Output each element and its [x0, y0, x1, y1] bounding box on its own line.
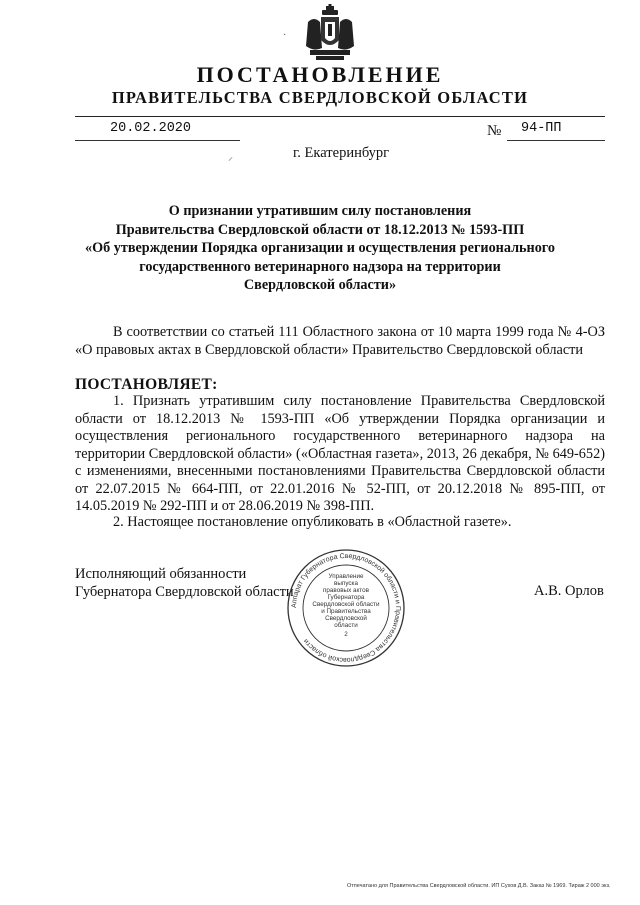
print-footer: Отпечатано для Правительства Свердловской области. ИП Сухов Д.В. Заказ № 1969. Тираж 2 000 экз. — [347, 883, 611, 889]
document-type-title: ПОСТАНОВЛЕНИЕ — [196, 62, 444, 87]
position-line: Губернатора Свердловской области — [75, 583, 294, 600]
date-underline — [75, 140, 240, 141]
subject-line: Свердловской области» — [243, 277, 397, 293]
document-subject — [80, 202, 560, 295]
subject-line: «Об утверждении Порядка организации и осуществления регионального — [85, 240, 555, 256]
intro-paragraph: В соответствии со статьей 111 Областного закона от 10 марта 1999 года № 4-ОЗ «О правовых актах в Свердловской области» Правительство Свердловской области — [75, 324, 605, 358]
document-city: г. Екатеринбург — [293, 145, 390, 161]
official-seal-stamp — [286, 548, 406, 668]
document-date: 20.02.2020 — [110, 121, 192, 136]
signatory-name: А.В. Орлов — [534, 583, 604, 599]
subject-line: О признании утратившим силу постановления — [168, 203, 472, 219]
seal-text: и Правительства — [321, 608, 371, 615]
subject-line: Правительства Свердловской области от 18.12.2013 № 1593-ПП — [115, 221, 525, 238]
position-line: Исполняющий обязанности — [75, 566, 247, 582]
seal-text: Губернатора — [327, 594, 365, 601]
scan-mark: ⸝ — [228, 152, 233, 163]
seal-number: 2 — [344, 631, 348, 638]
header-divider — [75, 116, 605, 117]
decree-item-1: 1. Признать утратившим силу постановление Правительства Свердловской области от 18.12.2013 № 1593-ПП «Об утверждении Порядка организации и осуществления регионального государственного ветеринарного надзора на территории Свердловской области» («Областная газета», 2013, 26 декабря, № 649-652) с изменениями, внесенными постановлениями Правительства Свердловской области от 22.07.2015 № 664-ПП, от 22.01.2016 № 52-ПП, от 20.12.2018 № 895-ПП, от 14.05.2019 № 292-ПП и от 28.06.2019 № 398-ПП. — [75, 393, 605, 514]
number-sign: № — [487, 123, 502, 139]
seal-ring-text: Аппарат Губернатора Свердловской области и Правительства Свердловской области — [290, 552, 402, 664]
seal-text: области — [334, 622, 358, 629]
seal-text: Свердловской области — [312, 601, 380, 608]
seal-text: выпуска — [334, 580, 358, 587]
coat-of-arms-icon — [300, 4, 360, 66]
seal-text: правовых актов — [323, 587, 369, 594]
document-number: 94-ПП — [521, 121, 562, 136]
scan-mark: · — [283, 30, 287, 41]
signatory-position — [75, 566, 294, 601]
number-underline — [507, 140, 605, 141]
decree-item-2: 2. Настоящее постановление опубликовать в «Областной газете». — [113, 514, 512, 530]
seal-text: Управление — [328, 573, 364, 580]
seal-text: Свердловской — [325, 615, 367, 622]
issuing-authority: ПРАВИТЕЛЬСТВА СВЕРДЛОВСКОЙ ОБЛАСТИ — [111, 88, 529, 107]
subject-line: государственного ветеринарного надзора на территории — [139, 258, 501, 275]
decree-heading: ПОСТАНОВЛЯЕТ: — [75, 376, 218, 393]
